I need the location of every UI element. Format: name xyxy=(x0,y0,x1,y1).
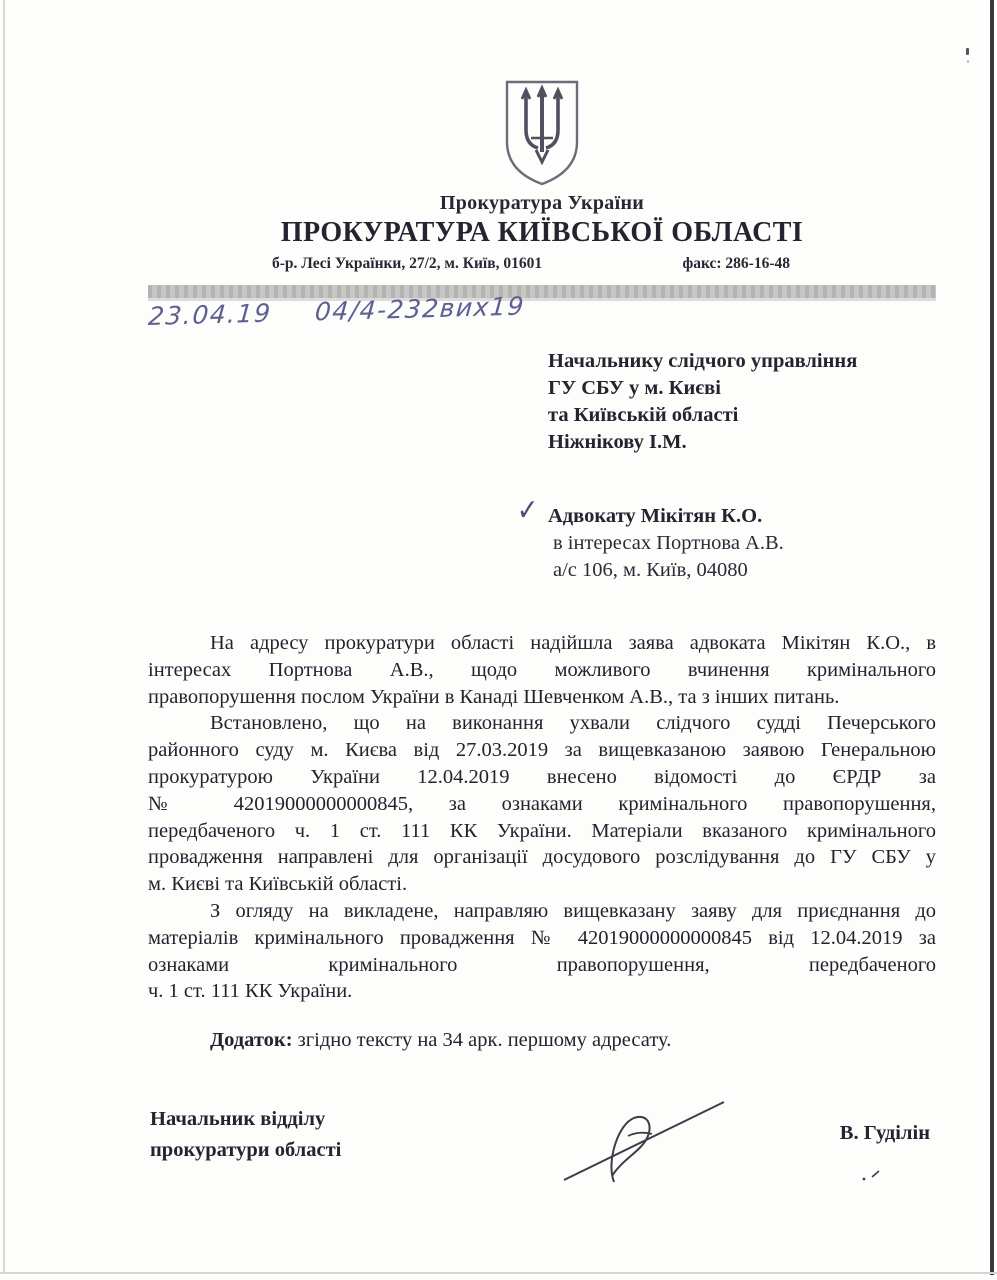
body-line: провадження направлені для організації досудового розслідування до ГУ СБУ у xyxy=(148,846,936,869)
recipient-primary-block xyxy=(548,348,936,456)
recipient-secondary-interest: в інтересах Портнова А.В. xyxy=(553,532,784,554)
body-line: Встановлено, що на виконання ухвали слідчого судді Печерського xyxy=(210,712,936,735)
attachment-text: згідно тексту на 34 арк. першому адресату. xyxy=(292,1029,672,1052)
ukraine-trident-emblem-icon xyxy=(500,78,584,188)
body-line: № 42019000000000845, за ознаками кримінального правопорушення, xyxy=(148,792,936,815)
signature-block xyxy=(148,1096,936,1216)
recipient-secondary-address: а/с 106, м. Київ, 04080 xyxy=(553,559,748,581)
letter-body xyxy=(148,630,936,1005)
body-line: районного суду м. Києва від 27.03.2019 за вищевказаною заявою Генеральною xyxy=(148,739,936,762)
recipient-secondary-name: Адвокату Мікітян К.О. xyxy=(548,505,763,527)
recipient-secondary-block xyxy=(516,493,936,584)
handwritten-date: 23.04.19 xyxy=(147,298,273,332)
signatory-position-line: Начальник відділу xyxy=(150,1108,326,1131)
org-name-small: Прокуратура України xyxy=(439,192,645,214)
handwritten-signature-icon xyxy=(556,1084,736,1199)
body-line: На адресу прокуратури області надійшла заява адвоката Мікітян К.О., в xyxy=(210,632,936,654)
attachment-line xyxy=(148,1029,936,1052)
body-line: ч. 1 ст. 111 КК України. xyxy=(148,980,353,1003)
signatory-position xyxy=(150,1104,341,1166)
body-line: ознаками кримінального правопорушення, передбаченого xyxy=(148,953,936,976)
body-line: передбаченого ч. 1 ст. 111 КК України. Матеріали вказаного кримінального xyxy=(148,819,936,842)
body-paragraph-2 xyxy=(148,710,936,898)
scan-edge-left xyxy=(3,0,5,1274)
body-paragraph-1 xyxy=(148,630,936,710)
body-line: матеріалів кримінального провадження № 42019000000000845 від 12.04.2019 за xyxy=(148,926,936,949)
handwritten-outgoing-number: 04/4-232вих19 xyxy=(313,291,526,327)
body-line: правопорушення послом України в Канаді Шевченком А.В., та з інших питань. xyxy=(148,685,840,708)
body-line: інтересах Портнова А.В., щодо можливого вчинення кримінального xyxy=(148,658,936,681)
recipient-primary-line: ГУ СБУ у м. Києві xyxy=(548,377,721,399)
recipient-primary-line: та Київській області xyxy=(548,404,739,426)
handwritten-checkmark-icon: ✓ xyxy=(516,493,539,528)
body-paragraph-3 xyxy=(148,898,936,1005)
org-address: б-р. Лесі Українки, 27/2, м. Київ, 01601 xyxy=(272,255,543,272)
scan-speck xyxy=(967,60,969,63)
recipient-primary-line: Ніжнікову І.М. xyxy=(548,431,687,453)
attachment-label: Додаток: xyxy=(210,1029,293,1052)
body-line: З огляду на викладене, направляю вищевказану заяву для приєднання до xyxy=(210,899,936,922)
body-line: м. Києві та Київській області. xyxy=(148,873,408,896)
org-name-main: ПРОКУРАТУРА КИЇВСЬКОЇ ОБЛАСТІ xyxy=(280,217,804,248)
letter-content xyxy=(148,0,936,1216)
org-fax: факс: 286-16-48 xyxy=(682,255,790,272)
small-ink-mark xyxy=(860,1168,884,1189)
recipient-primary-line: Начальнику слідчого управління xyxy=(548,350,858,372)
scan-edge-bottom xyxy=(0,1272,997,1274)
signatory-name: В. Гуділін xyxy=(839,1122,930,1145)
scan-edge-right xyxy=(990,0,994,1275)
body-line: прокуратурою України 12.04.2019 внесено відомості до ЄРДР за xyxy=(148,765,936,788)
signatory-position-line: прокуратури області xyxy=(150,1139,342,1162)
scan-speck xyxy=(966,48,969,55)
